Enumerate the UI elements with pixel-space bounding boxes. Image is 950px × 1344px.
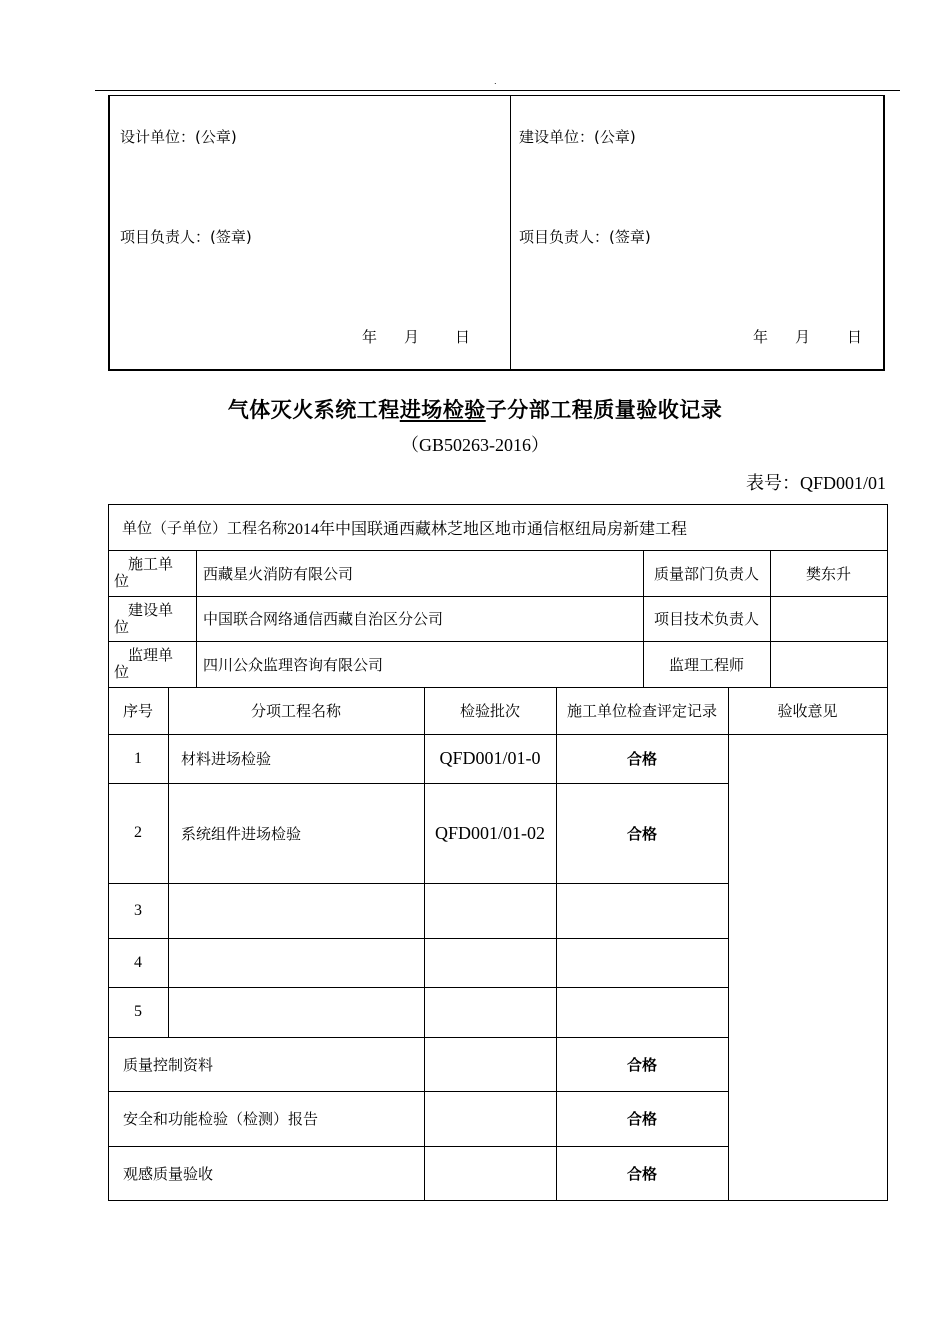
design-date-month: 月 [404, 328, 420, 346]
project-name: 2014年中国联通西藏林芝地区地市通信枢纽局房新建工程 [287, 520, 688, 538]
row-2-no: 2 [134, 824, 142, 841]
row-4-no: 4 [134, 953, 142, 971]
form-number: 表号：QFD001/01 [745, 473, 886, 493]
quality-manager-name: 樊东升 [805, 564, 851, 583]
header-batch: 检验批次 [459, 702, 520, 720]
supervisor-label: 监理单位 [114, 646, 174, 681]
table-line [887, 504, 888, 1200]
row-1-no: 1 [134, 749, 142, 767]
table-line [108, 883, 728, 884]
project-label: 单位（子单位）工程名称 [122, 518, 288, 537]
title-post: 子分部工程质量验收记录 [485, 398, 723, 422]
row-3-no: 3 [134, 901, 142, 919]
standard-code: （GB50263-2016） [401, 435, 549, 455]
design-person-label: 项目负责人：(签章) [120, 228, 252, 246]
summary-safety-report-result: 合格 [626, 1110, 657, 1128]
table-line [196, 550, 197, 687]
table-line [108, 938, 728, 939]
design-date-day: 日 [455, 328, 471, 346]
client-unit-label: 建设单位：(公章) [519, 128, 636, 146]
contractor-label: 施工单位 [114, 555, 174, 590]
summary-appearance-result: 合格 [626, 1164, 657, 1183]
title-underlined: 进场检验 [399, 398, 486, 422]
contractor-value: 西藏星火消防有限公司 [203, 564, 354, 583]
client-date-year: 年 [753, 328, 769, 346]
quality-manager-label: 质量部门负责人 [653, 564, 759, 583]
project-row [122, 504, 882, 550]
title-pre: 气体灭火系统工程 [227, 398, 400, 422]
summary-appearance: 观感质量验收 [123, 1164, 214, 1183]
row-1-batch: QFD001/01-0 [439, 748, 541, 768]
document-title [0, 394, 950, 424]
header-no: 序号 [122, 702, 153, 720]
tech-manager-name [770, 596, 887, 641]
signature-divider [510, 96, 511, 369]
supervision-engineer-label: 监理工程师 [668, 655, 744, 674]
summary-quality-data-result: 合格 [626, 1055, 657, 1074]
client-label: 建设单位 [114, 600, 174, 636]
table-line [108, 1200, 888, 1201]
row-5-no: 5 [134, 1003, 142, 1020]
row-2-batch: QFD001/01-02 [434, 822, 545, 843]
design-unit-label: 设计单位：(公章) [120, 128, 237, 146]
header-name: 分项工程名称 [250, 702, 341, 720]
client-date-day: 日 [847, 328, 863, 346]
supervision-engineer-name [770, 641, 887, 687]
row-2-name: 系统组件进场检验 [181, 824, 302, 843]
table-line [108, 987, 728, 988]
row-1-result: 合格 [626, 750, 657, 768]
signature-box [108, 95, 885, 371]
summary-quality-data: 质量控制资料 [123, 1055, 214, 1074]
table-line [728, 687, 729, 1200]
header-record: 施工单位检查评定记录 [566, 702, 717, 720]
design-date-year: 年 [362, 328, 378, 346]
client-value: 中国联合网络通信西藏自治区分公司 [203, 610, 444, 628]
client-person-label: 项目负责人：(签章) [519, 228, 651, 246]
header-rule [95, 90, 900, 91]
tech-manager-label: 项目技术负责人 [653, 610, 759, 628]
row-1-name: 材料进场检验 [181, 750, 272, 768]
table-line [168, 687, 169, 1037]
header-opinion: 验收意见 [777, 702, 838, 720]
supervisor-value: 四川公众监理咨询有限公司 [203, 655, 384, 674]
summary-safety-report: 安全和功能检验（检测）报告 [123, 1110, 319, 1128]
client-date-month: 月 [795, 328, 811, 346]
header-dot: . [494, 77, 497, 86]
row-2-result: 合格 [626, 824, 657, 843]
